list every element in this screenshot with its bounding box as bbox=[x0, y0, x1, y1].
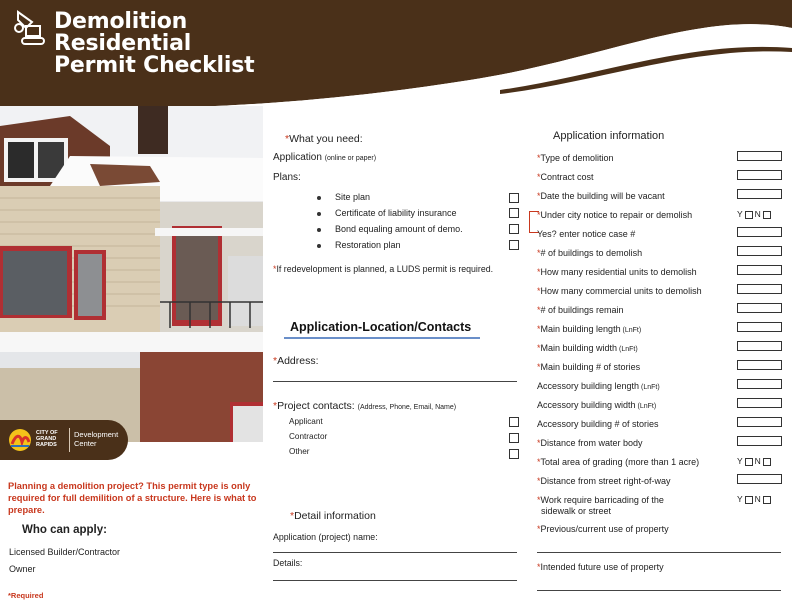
project-contacts-note: (Address, Phone, Email, Name) bbox=[357, 404, 457, 411]
required-star: * bbox=[290, 510, 295, 522]
field-label-main-building-of-stories bbox=[537, 362, 640, 373]
redevelopment-text: If redevelopment is planned, a LUDS permit is required. bbox=[276, 264, 494, 274]
field-input-contract-cost[interactable] bbox=[737, 170, 782, 180]
field-unit-note: (LnFt) bbox=[639, 384, 660, 391]
intro-text: Planning a demolition project? This permit type is only required for full demilition of a structure. Here is what to prepare. bbox=[8, 481, 257, 515]
what-you-need-heading bbox=[285, 133, 363, 145]
field-label-distance-from-street-right-of-way bbox=[537, 476, 671, 487]
field-text: Type of demolition bbox=[540, 153, 614, 163]
field-text: # of buildings to demolish bbox=[540, 248, 643, 258]
field-input-distance-from-street-right-of-way[interactable] bbox=[737, 474, 782, 484]
field-input-how-many-commercial-units-to-demolish[interactable] bbox=[737, 284, 782, 294]
field-input-distance-from-water-body[interactable] bbox=[737, 436, 782, 446]
field-text: # of buildings remain bbox=[540, 305, 624, 315]
yes-checkbox[interactable] bbox=[745, 458, 753, 466]
required-star: * bbox=[285, 133, 290, 145]
required-star: * bbox=[537, 438, 541, 448]
required-star: * bbox=[273, 355, 278, 367]
field-input-accessory-building-of-stories[interactable] bbox=[737, 417, 782, 427]
field-input-accessory-building-width[interactable] bbox=[737, 398, 782, 408]
field-text: Accessory building # of stories bbox=[537, 419, 659, 429]
plan-item-restoration: Restoration plan bbox=[335, 240, 401, 250]
field-label-of-buildings-to-demolish bbox=[537, 248, 642, 259]
required-star: * bbox=[537, 305, 541, 315]
required-star: * bbox=[537, 476, 541, 486]
project-contacts-label: Project contacts: bbox=[277, 400, 355, 412]
yes-label: Y bbox=[737, 209, 743, 219]
who-item-builder: Licensed Builder/Contractor bbox=[9, 547, 121, 557]
plan-item-insurance: Certificate of liability insurance bbox=[335, 208, 457, 218]
details-label: Details: bbox=[273, 558, 303, 568]
yes-no-choice bbox=[737, 494, 773, 504]
field-input-main-building-width[interactable] bbox=[737, 341, 782, 351]
field-line-previous-current-use-of-property[interactable] bbox=[537, 552, 781, 553]
field-text: Previous/current use of property bbox=[540, 524, 669, 534]
field-label-accessory-building-length bbox=[537, 381, 660, 393]
field-text: Main building length bbox=[540, 324, 621, 334]
field-input-of-buildings-to-demolish[interactable] bbox=[737, 246, 782, 256]
field-label-total-area-of-grading-more-than-1-acre bbox=[537, 457, 699, 468]
field-input-main-building-of-stories[interactable] bbox=[737, 360, 782, 370]
plan-item-bond: Bond equaling amount of demo. bbox=[335, 224, 463, 234]
required-star: * bbox=[537, 457, 541, 467]
required-star: * bbox=[273, 264, 277, 274]
badge-dev-line1: Development bbox=[74, 430, 119, 439]
field-text: Contract cost bbox=[540, 172, 594, 182]
application-information-heading: Application information bbox=[553, 130, 665, 142]
application-label: Application bbox=[273, 152, 322, 163]
field-label-contract-cost bbox=[537, 172, 594, 183]
required-star: * bbox=[537, 172, 541, 182]
contact-contractor: Contractor bbox=[289, 432, 328, 441]
who-can-apply-heading: Who can apply: bbox=[22, 524, 107, 536]
detail-heading bbox=[290, 510, 376, 522]
field-label-main-building-length bbox=[537, 324, 641, 336]
field-text: Yes? enter notice case # bbox=[537, 229, 636, 239]
contractor-checkbox[interactable] bbox=[509, 433, 519, 443]
yes-label: Y bbox=[737, 494, 743, 504]
field-unit-note: (LnFt) bbox=[617, 346, 638, 353]
badge-divider bbox=[69, 428, 70, 452]
field-label-main-building-width bbox=[537, 343, 638, 355]
field-text: Distance from water body bbox=[540, 438, 643, 448]
application-note: (online or paper) bbox=[324, 155, 377, 162]
badge-dev-line2: Center bbox=[74, 438, 97, 448]
field-label-type-of-demolition bbox=[537, 153, 614, 164]
field-text: Work require barricading of the bbox=[540, 495, 664, 505]
restoration-checkbox[interactable] bbox=[509, 240, 519, 250]
field-text: Date the building will be vacant bbox=[540, 191, 665, 201]
field-label-distance-from-water-body bbox=[537, 438, 643, 449]
what-you-need-label: What you need: bbox=[289, 133, 363, 145]
field-text: Main building width bbox=[540, 343, 618, 353]
field-label-intended-future-use-of-property bbox=[537, 562, 664, 573]
field-text-line2: sidewalk or street bbox=[541, 506, 612, 516]
field-text: Under city notice to repair or demolish bbox=[540, 210, 693, 220]
application-line bbox=[273, 152, 376, 163]
plans-label: Plans: bbox=[273, 172, 301, 183]
city-logo-icon bbox=[8, 428, 32, 452]
plan-item-site-plan: Site plan bbox=[335, 192, 371, 202]
required-star: * bbox=[537, 362, 541, 372]
no-checkbox[interactable] bbox=[763, 458, 771, 466]
badge-development-center bbox=[74, 431, 118, 448]
redevelopment-note bbox=[273, 264, 493, 274]
no-label: N bbox=[754, 494, 761, 504]
field-text: Accessory building width bbox=[537, 400, 636, 410]
yes-checkbox[interactable] bbox=[745, 211, 753, 219]
field-label-accessory-building-of-stories bbox=[537, 419, 659, 430]
yes-label: Y bbox=[737, 456, 743, 466]
who-item-owner: Owner bbox=[9, 564, 36, 574]
field-label-previous-current-use-of-property bbox=[537, 524, 669, 535]
required-star: * bbox=[537, 524, 541, 534]
detail-heading-label: Detail information bbox=[294, 510, 376, 522]
project-name-input-line[interactable] bbox=[273, 552, 517, 553]
title-line-1: Demolition bbox=[54, 9, 188, 34]
required-star: * bbox=[537, 562, 541, 572]
required-star: * bbox=[537, 210, 541, 220]
field-input-accessory-building-length[interactable] bbox=[737, 379, 782, 389]
required-star: * bbox=[537, 191, 541, 201]
yes-no-choice bbox=[737, 456, 773, 466]
required-star: * bbox=[537, 153, 541, 163]
bullet bbox=[317, 196, 321, 200]
address-label: Address: bbox=[277, 355, 319, 367]
required-star: * bbox=[537, 248, 541, 258]
site-plan-checkbox[interactable] bbox=[509, 193, 519, 203]
excavator-icon bbox=[12, 10, 46, 46]
field-text: Intended future use of property bbox=[540, 562, 664, 572]
no-label: N bbox=[754, 209, 761, 219]
field-label-of-buildings-remain bbox=[537, 305, 624, 316]
insurance-checkbox[interactable] bbox=[509, 208, 519, 218]
field-text: Total area of grading (more than 1 acre) bbox=[540, 457, 700, 467]
no-label: N bbox=[754, 456, 761, 466]
required-note: *Required bbox=[8, 591, 44, 600]
bullet bbox=[317, 212, 321, 216]
contact-applicant: Applicant bbox=[289, 417, 323, 426]
field-input-main-building-length[interactable] bbox=[737, 322, 782, 332]
badge-city-name: CITY OF GRAND RAPIDS bbox=[36, 430, 58, 448]
required-star: * bbox=[537, 324, 541, 334]
field-input-date-the-building-will-be-vacant[interactable] bbox=[737, 189, 782, 199]
field-text: Main building # of stories bbox=[540, 362, 641, 372]
field-label-date-the-building-will-be-vacant bbox=[537, 191, 665, 202]
required-star: * bbox=[537, 495, 541, 505]
field-label-accessory-building-width bbox=[537, 400, 656, 412]
title-line-2: Residential bbox=[54, 31, 192, 56]
contact-other: Other bbox=[289, 447, 310, 456]
required-star: * bbox=[273, 400, 278, 412]
field-label-under-city-notice-to-repair-or-demolish bbox=[537, 210, 692, 221]
field-label-yes-enter-notice-case bbox=[537, 229, 635, 240]
project-contacts-line bbox=[273, 400, 456, 412]
bullet bbox=[317, 228, 321, 232]
address-label-line bbox=[273, 355, 319, 367]
building-photo bbox=[0, 106, 263, 442]
yes-checkbox[interactable] bbox=[745, 496, 753, 504]
field-label-how-many-commercial-units-to-demolish bbox=[537, 286, 702, 297]
field-unit-note: (LnFt) bbox=[620, 327, 642, 334]
no-checkbox[interactable] bbox=[763, 496, 771, 504]
applicant-checkbox[interactable] bbox=[509, 417, 519, 427]
details-input-line[interactable] bbox=[273, 580, 517, 581]
field-label-work-require-barricading-of-the bbox=[537, 495, 664, 517]
address-input-line[interactable] bbox=[273, 381, 517, 382]
title-line-3: Permit Checklist bbox=[54, 53, 255, 78]
field-text: How many commercial units to demolish bbox=[540, 286, 702, 296]
project-name-label: Application (project) name: bbox=[273, 532, 378, 542]
field-text: Distance from street right-of-way bbox=[540, 476, 671, 486]
field-input-how-many-residential-units-to-demolish[interactable] bbox=[737, 265, 782, 275]
field-input-of-buildings-remain[interactable] bbox=[737, 303, 782, 313]
field-input-yes-enter-notice-case[interactable] bbox=[737, 227, 782, 237]
field-unit-note: (LnFt) bbox=[635, 403, 657, 410]
bullet bbox=[317, 244, 321, 248]
required-star: * bbox=[537, 286, 541, 296]
field-line-intended-future-use-of-property[interactable] bbox=[537, 590, 781, 591]
other-checkbox[interactable] bbox=[509, 449, 519, 459]
location-contacts-heading: Application-Location/Contacts bbox=[290, 320, 472, 334]
field-input-type-of-demolition[interactable] bbox=[737, 151, 782, 161]
bond-checkbox[interactable] bbox=[509, 224, 519, 234]
field-text: Accessory building length bbox=[537, 381, 640, 391]
section-underline bbox=[284, 337, 480, 339]
field-label-how-many-residential-units-to-demolish bbox=[537, 267, 697, 278]
field-text: How many residential units to demolish bbox=[540, 267, 697, 277]
no-checkbox[interactable] bbox=[763, 211, 771, 219]
required-star: * bbox=[537, 343, 541, 353]
required-star: * bbox=[537, 267, 541, 277]
yes-no-choice bbox=[737, 209, 773, 219]
